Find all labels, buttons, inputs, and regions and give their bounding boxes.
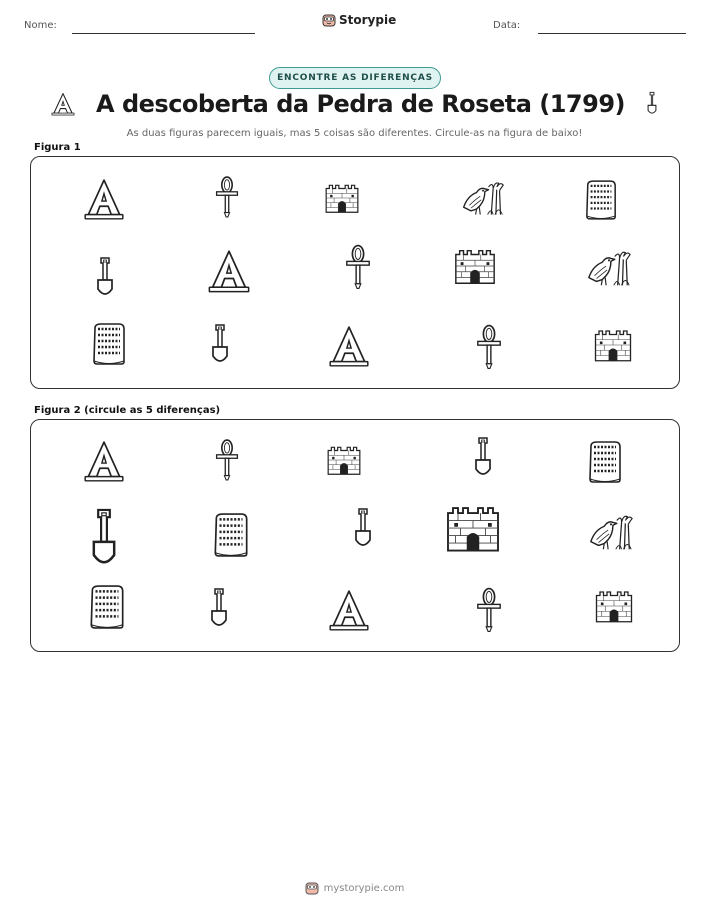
name-label: Nome: <box>24 20 57 31</box>
letter-a-icon[interactable] <box>327 588 371 634</box>
storypie-mascot-icon <box>305 881 319 895</box>
shovel-icon <box>210 323 230 367</box>
find-differences-badge: ENCONTRE AS DIFERENÇAS <box>269 67 441 89</box>
footer <box>0 881 709 895</box>
rosetta-stone-icon[interactable] <box>87 584 127 630</box>
rosetta-stone-icon[interactable] <box>212 512 250 558</box>
shovel-icon[interactable] <box>89 507 119 571</box>
ankh-icon[interactable] <box>214 433 240 487</box>
rosetta-stone-icon <box>87 322 131 366</box>
figure-2-label: Figura 2 (circule as 5 diferenças) <box>34 405 221 416</box>
brand-name: Storypie <box>339 13 397 27</box>
bird-icon <box>460 179 506 217</box>
storypie-mascot-icon <box>322 13 336 27</box>
ankh-icon <box>475 321 503 373</box>
letter-a-icon <box>206 248 252 296</box>
castle-icon <box>592 327 634 363</box>
letter-a-icon[interactable] <box>82 439 126 485</box>
page-title: A descoberta da Pedra de Roseta (1799) <box>96 90 625 118</box>
ankh-icon[interactable] <box>475 584 503 636</box>
letter-a-icon <box>50 91 76 117</box>
footer-url: mystorypie.com <box>323 882 405 894</box>
castle-icon[interactable] <box>443 503 503 553</box>
castle-icon[interactable] <box>593 588 635 624</box>
instructions: As duas figuras parecem iguais, mas 5 coisas são diferentes. Circule-as na figura de baixo! <box>126 128 583 139</box>
bird-icon[interactable] <box>587 510 635 554</box>
rosetta-stone-icon[interactable] <box>587 439 623 485</box>
bird-icon <box>585 248 633 288</box>
shovel-icon[interactable] <box>473 436 493 480</box>
letter-a-icon <box>82 177 126 223</box>
ankh-icon <box>344 241 372 293</box>
shovel-icon[interactable] <box>353 507 373 551</box>
ankh-icon <box>214 170 240 224</box>
shovel-icon[interactable] <box>209 587 229 631</box>
rosetta-stone-icon <box>584 179 618 221</box>
castle-icon[interactable] <box>325 443 363 477</box>
date-field-line[interactable] <box>538 33 686 34</box>
date-label: Data: <box>493 20 521 31</box>
name-field-line[interactable] <box>72 33 255 34</box>
castle-icon <box>452 246 498 286</box>
castle-icon <box>323 181 361 215</box>
letter-a-icon <box>327 324 371 370</box>
figure-1-label: Figura 1 <box>34 142 81 153</box>
title-row <box>0 90 709 118</box>
shovel-icon <box>94 256 116 300</box>
shovel-icon <box>645 91 659 117</box>
brand-logo <box>322 13 396 27</box>
